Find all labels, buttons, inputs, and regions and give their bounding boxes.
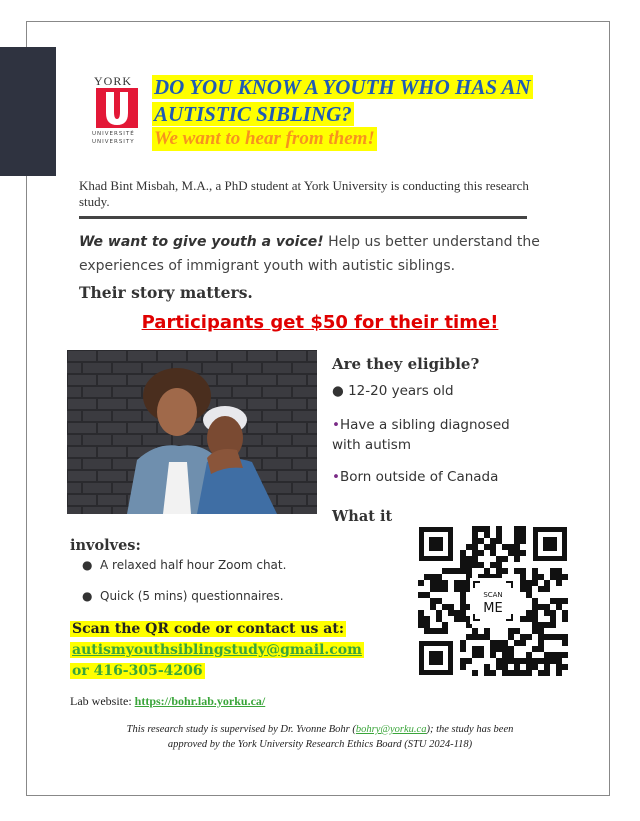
footer-email-link[interactable]: bohry@yorku.ca <box>355 724 427 735</box>
qr-code-icon <box>414 522 572 680</box>
intro-text: Khad Bint Misbah, M.A., a PhD student at York University is conducting this research study. <box>79 178 529 209</box>
qr-me-label: ME <box>483 601 503 616</box>
involves-item <box>82 558 286 572</box>
eligibility-item-born <box>332 467 498 487</box>
voice-lead: We want to give youth a voice! <box>79 234 324 250</box>
footer-line1-pre: This research study is supervised by Dr. Yvonne Bohr ( <box>126 724 356 735</box>
eligibility-item-sibling <box>332 415 532 455</box>
footer-line2: approved by the York University Research Ethics Board (STU 2024-118) <box>167 739 473 750</box>
qr-scan-label: SCAN <box>483 591 503 599</box>
voice-text: Help us better understand the experiences of immigrant youth with autistic siblings. <box>79 234 540 274</box>
bullet-icon: ● <box>82 589 93 603</box>
divider <box>79 216 527 219</box>
bullet-icon: ● <box>332 383 349 399</box>
logo-york-text: YORK <box>94 74 133 88</box>
involves-item-label: Quick (5 mins) questionnaires. <box>100 589 284 603</box>
footer-line1-post: ); the study has been <box>426 724 514 735</box>
contact-block <box>70 619 364 682</box>
eligibility-heading: Are they eligible? <box>332 355 480 373</box>
eligibility-item-label: Born outside of Canada <box>339 469 499 485</box>
lab-website-label: Lab website: <box>70 694 132 708</box>
title-line-1: DO YOU KNOW A YOUTH WHO HAS AN <box>154 75 531 99</box>
contact-phone[interactable]: or 416-305-4206 <box>72 663 203 679</box>
contact-email-link[interactable]: autismyouthsiblingstudy@gmail.com <box>72 642 362 658</box>
logo-universite-text: UNIVERSITÉ <box>92 131 135 137</box>
story-matters-heading: Their story matters. <box>79 283 253 302</box>
payment-text: Participants get $50 for their time! <box>141 312 499 333</box>
bullet-icon: ● <box>82 558 93 572</box>
eligibility-item-label: Have a sibling diagnosed with autism <box>332 417 510 453</box>
involves-heading-part1: What it <box>332 508 393 525</box>
involves-item-label: A relaxed half hour Zoom chat. <box>100 558 287 572</box>
voice-paragraph <box>79 230 549 278</box>
subtitle: We want to hear from them! <box>154 128 375 149</box>
involves-heading-part2: involves: <box>70 537 141 554</box>
contact-heading: Scan the QR code or contact us at: <box>72 621 344 637</box>
york-university-logo <box>92 74 142 150</box>
bullet-icon: • <box>332 417 340 433</box>
payment-banner <box>0 312 640 333</box>
decorative-sidebar-bar <box>0 47 56 176</box>
footer-note <box>60 722 580 752</box>
eligibility-item-label: 12-20 years old <box>348 383 454 399</box>
qr-code[interactable] <box>414 522 572 680</box>
logo-u-mark <box>96 88 138 128</box>
involves-item <box>82 589 284 603</box>
title-line-2: AUTISTIC SIBLING? <box>154 102 352 126</box>
lab-website <box>70 694 265 709</box>
logo-university-text: UNIVERSITY <box>92 139 135 145</box>
lab-website-link[interactable]: https://bohr.lab.yorku.ca/ <box>134 694 266 708</box>
youth-siblings-photo <box>67 350 317 514</box>
eligibility-item-age <box>332 381 454 401</box>
bullet-icon: • <box>332 469 340 485</box>
